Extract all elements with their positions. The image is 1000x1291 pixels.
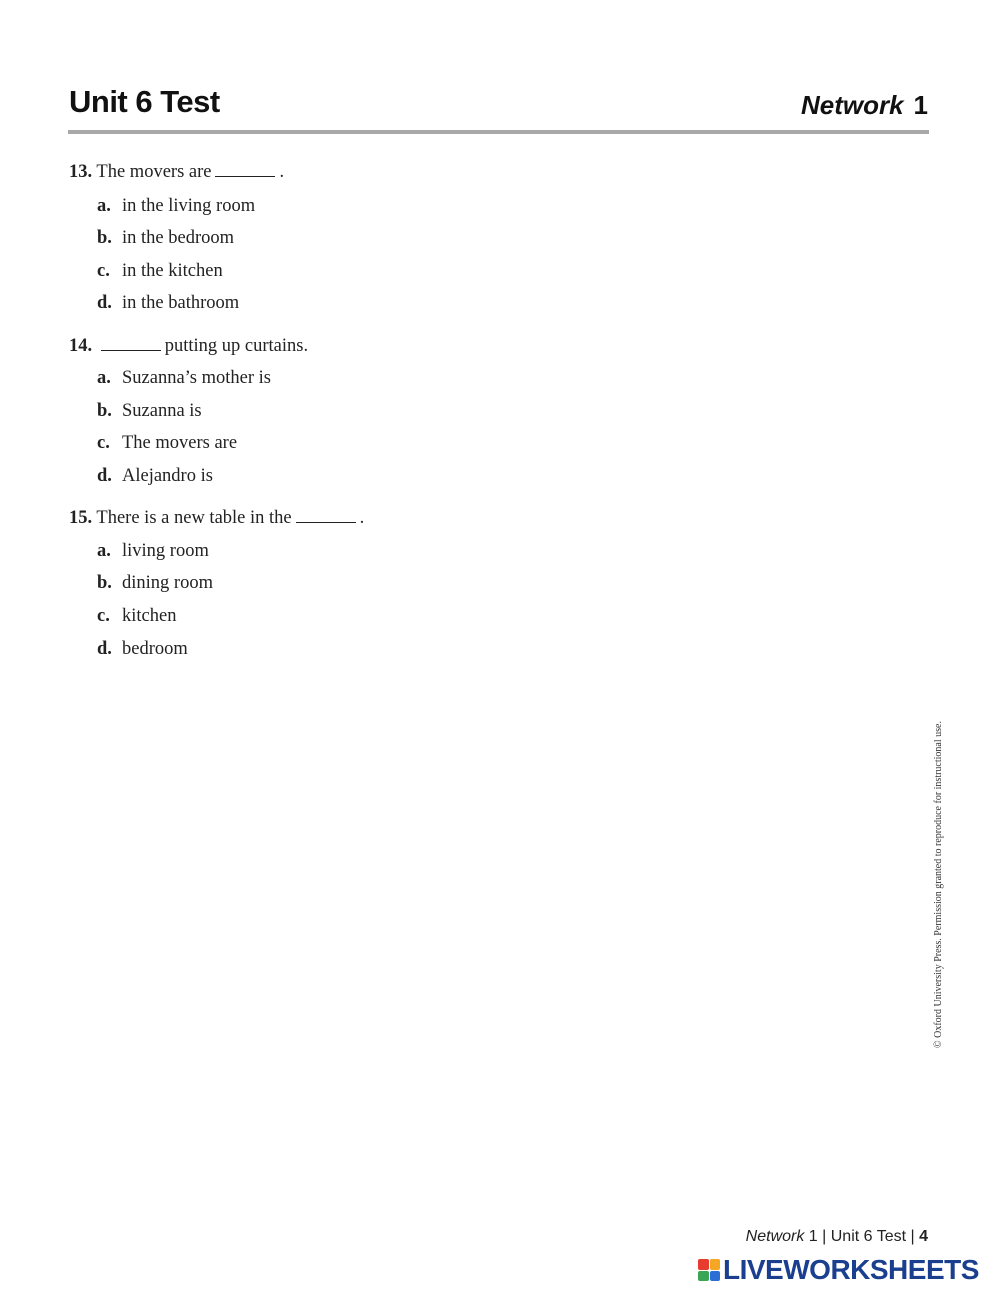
option-14-d[interactable] (97, 466, 213, 487)
option-13-b[interactable] (97, 228, 234, 249)
option-text: in the kitchen (122, 261, 223, 281)
option-15-c[interactable] (97, 606, 176, 627)
option-letter: c. (97, 261, 110, 281)
brand-name: Network (800, 90, 904, 120)
option-15-a[interactable] (97, 541, 209, 562)
option-text: Alejandro is (122, 466, 213, 486)
footer-brand: Network (745, 1228, 805, 1245)
option-15-b[interactable] (97, 573, 213, 594)
option-14-b[interactable] (97, 401, 202, 422)
option-14-a[interactable] (97, 368, 271, 389)
logo-tile (698, 1259, 709, 1270)
question-text-post: . (279, 162, 285, 182)
answer-blank (101, 349, 161, 351)
page-title: Unit 6 Test (69, 84, 220, 119)
option-letter: b. (97, 401, 112, 421)
logo-tile (710, 1271, 721, 1282)
option-letter: c. (97, 433, 110, 453)
option-text: kitchen (122, 606, 177, 626)
option-letter: a. (97, 196, 111, 216)
answer-blank (215, 175, 275, 177)
option-letter: d. (97, 639, 112, 659)
footer-text: 1 | Unit 6 Test | (804, 1228, 920, 1245)
question-15 (69, 508, 364, 529)
option-13-d[interactable] (97, 293, 239, 314)
logo-tile (710, 1259, 721, 1270)
question-14 (69, 336, 308, 357)
question-text-post: . (359, 508, 365, 528)
option-letter: d. (97, 466, 112, 486)
option-letter: c. (97, 606, 110, 626)
logo-tile (698, 1271, 709, 1282)
option-letter: d. (97, 293, 112, 313)
page-footer (746, 1228, 928, 1246)
option-text: in the bathroom (122, 293, 240, 313)
question-text-post: putting up curtains. (164, 336, 309, 356)
header-divider (68, 130, 929, 134)
option-14-c[interactable] (97, 433, 237, 454)
option-text: Suzanna’s mother is (122, 368, 272, 388)
brand-heading (801, 90, 928, 121)
option-letter: a. (97, 541, 111, 561)
option-text: The movers are (122, 433, 238, 453)
copyright-notice: © Oxford University Press. Permission granted to reproduce for instructional use. (933, 721, 944, 1048)
option-text: bedroom (122, 639, 188, 659)
brand-number: 1 (913, 90, 928, 120)
answer-blank (296, 521, 356, 523)
option-text: dining room (122, 573, 213, 593)
question-text-pre: There is a new table in the (96, 508, 292, 528)
option-text: living room (122, 541, 209, 561)
page-number: 4 (919, 1228, 928, 1245)
option-13-a[interactable] (97, 196, 255, 217)
question-13 (69, 162, 284, 183)
option-letter: b. (97, 573, 112, 593)
liveworksheets-logo (698, 1255, 979, 1285)
option-letter: a. (97, 368, 111, 388)
question-text-pre: The movers are (96, 162, 212, 182)
option-text: in the living room (122, 196, 256, 216)
liveworksheets-wordmark: LIVEWORKSHEETS (723, 1254, 979, 1285)
option-13-c[interactable] (97, 261, 223, 282)
liveworksheets-icon (698, 1259, 720, 1281)
option-15-d[interactable] (97, 639, 188, 660)
question-number: 14. (69, 336, 93, 356)
option-letter: b. (97, 228, 112, 248)
option-text: Suzanna is (122, 401, 202, 421)
option-text: in the bedroom (122, 228, 235, 248)
question-number: 13. (69, 162, 93, 182)
question-number: 15. (69, 508, 93, 528)
